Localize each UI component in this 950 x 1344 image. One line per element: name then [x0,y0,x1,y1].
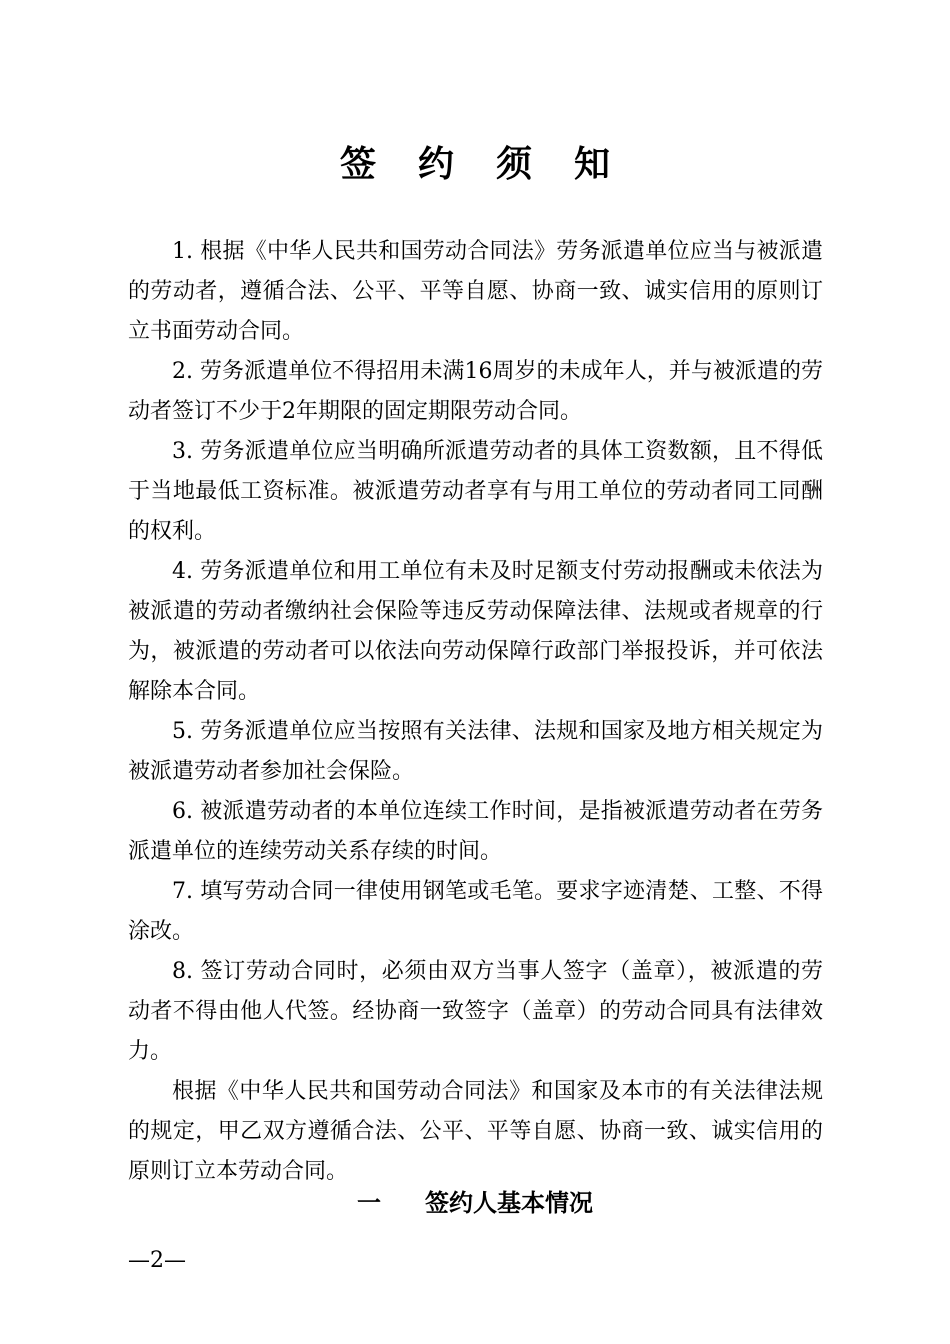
paragraph-4: 4. 劳务派遣单位和用工单位有未及时足额支付劳动报酬或未依法为被派遣的劳动者缴纳社会保险等违反劳动保障法律、法规或者规章的行为，被派遣的劳动者可以依法向劳动保障行政部门举报投诉，并可依法解除本合同。 [128,559,823,704]
section-number: 一 [357,1188,381,1217]
paragraph-3: 3. 劳务派遣单位应当明确所派遣劳动者的具体工资数额，且不得低于当地最低工资标准。被派遣劳动者享有与用工单位的劳动者同工同酬的权利。 [128,439,823,544]
paragraph-7: 7. 填写劳动合同一律使用钢笔或毛笔。要求字迹清楚、工整、不得涂改。 [128,879,823,944]
document-body [128,232,823,1192]
section-heading [0,1183,950,1218]
paragraph-1: 1. 根据《中华人民共和国劳动合同法》劳务派遣单位应当与被派遣的劳动者，遵循合法、公平、平等自愿、协商一致、诚实信用的原则订立书面劳动合同。 [128,239,823,344]
paragraph-2: 2. 劳务派遣单位不得招用未满16周岁的未成年人，并与被派遣的劳动者签订不少于2年期限的固定期限劳动合同。 [128,359,823,424]
page-number: —2— [128,1248,186,1273]
paragraph-6: 6. 被派遣劳动者的本单位连续工作时间，是指被派遣劳动者在劳务派遣单位的连续劳动关系存续的时间。 [128,799,823,864]
document-title: 签约须知 [339,143,652,185]
paragraph-5: 5. 劳务派遣单位应当按照有关法律、法规和国家及地方相关规定为被派遣劳动者参加社会保险。 [128,719,823,784]
section-title: 签约人基本情况 [425,1188,593,1217]
closing-paragraph: 根据《中华人民共和国劳动合同法》和国家及本市的有关法律法规的规定，甲乙双方遵循合法、公平、平等自愿、协商一致、诚实信用的原则订立本劳动合同。 [128,1079,823,1184]
paragraph-8: 8. 签订劳动合同时，必须由双方当事人签字（盖章），被派遣的劳动者不得由他人代签。经协商一致签字（盖章）的劳动合同具有法律效力。 [128,959,823,1064]
